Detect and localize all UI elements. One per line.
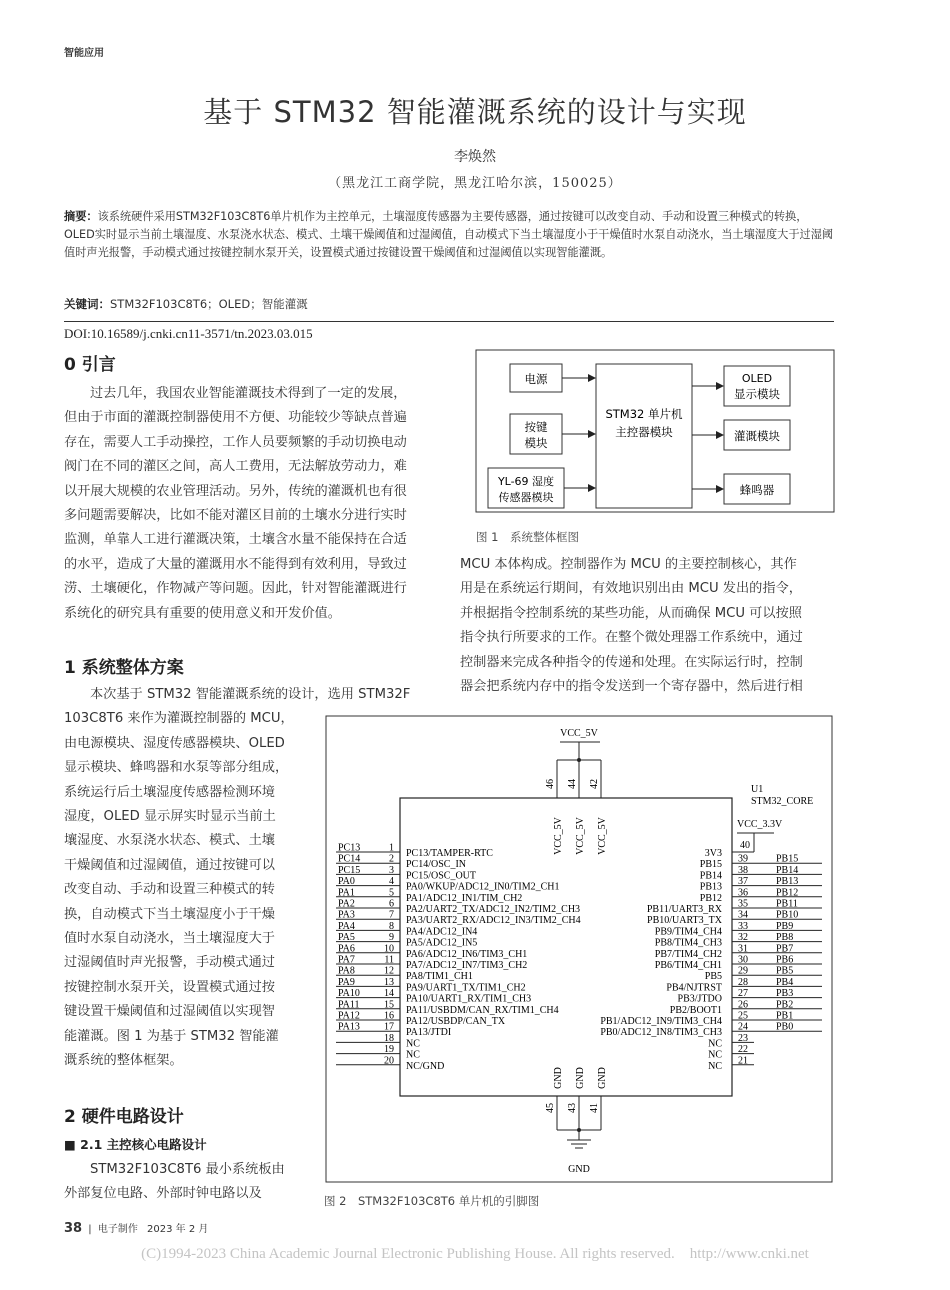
vcc-3v3-label: VCC_3.3V — [737, 819, 783, 830]
header-rule — [64, 321, 834, 322]
u1-label: U1 — [751, 784, 764, 795]
bottom-pin-name: GND — [553, 1067, 564, 1089]
rc-line: 用是在系统运行期间，有效地识别出由 MCU 发出的指令， — [460, 581, 802, 597]
right-pin-number: 25 — [738, 1010, 748, 1022]
section-1-heading: 1 系统整体方案 — [64, 658, 184, 678]
left-pin-number: 16 — [384, 1010, 394, 1022]
left-pin-net: PA0 — [338, 876, 355, 888]
keywords-text: STM32F103C8T6；OLED；智能灌溉 — [110, 297, 308, 311]
right-pin-net: PB8 — [776, 932, 794, 944]
right-pin-name: PB11/UART3_RX — [646, 904, 722, 915]
left-pin-name: PA8/TIM1_CH1 — [406, 971, 473, 983]
left-pin-name: PA3/UART2_RX/ADC12_IN3/TIM2_CH4 — [406, 915, 581, 927]
left-pin-name: PA4/ADC12_IN4 — [406, 926, 478, 938]
s1-line: 本次基于 STM32 智能灌溉系统的设计，选用 STM32F — [90, 687, 411, 702]
s0-line: 多问题需要解决，比如不能对灌区目前的土壤水分进行实时 — [64, 508, 407, 524]
left-pin-net: PA12 — [338, 1010, 360, 1022]
s1-line: 湿度，OLED 显示屏实时显示当前土 — [64, 809, 276, 825]
left-pin-number: 13 — [384, 976, 394, 988]
s1-line: 显示模块、蜂鸣器和水泵等部分组成， — [64, 760, 289, 776]
right-pin-name: PB2/BOOT1 — [669, 1004, 722, 1016]
left-pin-name: PA0/WKUP/ADC12_IN0/TIM2_CH1 — [406, 881, 560, 893]
page-number: 38 — [64, 1221, 83, 1236]
right-pin-net: PB13 — [776, 876, 799, 888]
left-pin-net: PC14 — [338, 853, 361, 865]
rc-line: 指令执行所要求的工作。在整个微处理器工作系统中，通过 — [460, 630, 803, 646]
s2-line: STM32F103C8T6 最小系统板由 — [90, 1162, 285, 1177]
gnd-label: GND — [568, 1164, 590, 1175]
left-pin-net: PA3 — [338, 909, 355, 921]
right-pin-name: PB9/TIM4_CH4 — [654, 926, 722, 938]
left-pin-net: PA6 — [338, 943, 355, 955]
s1-line: 系统运行后土壤湿度传感器检测环境 — [64, 784, 275, 800]
right-pin-number: 37 — [738, 876, 748, 888]
left-pin-net: PA10 — [338, 988, 360, 1000]
top-pin-number: 44 — [567, 779, 578, 789]
left-pin-net: PA11 — [338, 999, 360, 1011]
right-pin-number: 26 — [738, 999, 748, 1011]
s1-line: 换，自动模式下当土壤湿度小于干燥 — [64, 906, 275, 922]
left-pin-name: PA1/ADC12_IN1/TIM_CH2 — [406, 892, 523, 904]
oled-label-1: OLED — [741, 372, 773, 385]
sensor-label-1: YL-69 湿度 — [497, 475, 555, 488]
left-pin-name: PA11/USBDM/CAN_RX/TIM1_CH4 — [406, 1004, 559, 1016]
right-pin-name: PB7/TIM4_CH2 — [654, 948, 722, 960]
right-pin-net: PB5 — [776, 965, 794, 977]
figure-2-pinout — [324, 714, 836, 1186]
left-pin-name: NC/GND — [406, 1060, 445, 1072]
buzzer-label: 蜂鸣器 — [739, 483, 775, 497]
s1-line: 103C8T6 来作为灌溉控制器的 MCU， — [64, 711, 294, 727]
keywords-label: 关键词： — [64, 297, 110, 311]
vcc-5v-label: VCC_5V — [560, 728, 598, 739]
right-pin-net: PB12 — [776, 887, 799, 899]
left-pin-number: 20 — [384, 1055, 394, 1067]
left-pin-net: PA1 — [338, 887, 355, 899]
irrigation-label: 灌溉模块 — [734, 429, 780, 443]
right-pin-number: 30 — [738, 954, 748, 966]
left-pin-net: PA7 — [338, 954, 355, 966]
left-pin-number: 6 — [389, 898, 394, 910]
rc-line: 控制器来完成各种指令的传递和处理。在实际运行时，控制 — [460, 654, 803, 670]
right-pin-net: PB14 — [776, 864, 799, 876]
left-pin-name: PA7/ADC12_IN7/TIM3_CH2 — [406, 960, 528, 971]
s0-line: 但由于市面的灌溉控制器使用不方便、功能较少等缺点普遍 — [64, 410, 407, 426]
left-pin-net: PA9 — [338, 976, 355, 988]
s0-line: 阀门在不同的灌区之间，高人工费用，无法解放劳动力，难 — [64, 459, 407, 475]
s0-line: 监测，单靠人工进行灌溉决策，土壤含水量不能保持在合适 — [64, 532, 407, 548]
journal-name: 电子制作 — [97, 1224, 138, 1235]
bottom-pin-name: GND — [597, 1067, 608, 1089]
s0-line: 存在，需要人工手动操控，工作人员要频繁的手动切换电动 — [64, 434, 407, 450]
left-pin-net: PC13 — [338, 842, 361, 854]
top-pin-number: 46 — [545, 779, 556, 789]
mcu-label-2: 主控器模块 — [615, 425, 673, 439]
s1-line: 壤湿度、水泵浇水状态、模式、土壤 — [64, 833, 275, 849]
left-pin-name: PA9/UART1_TX/TIM1_CH2 — [406, 982, 526, 994]
top-pin-name: VCC_5V — [553, 817, 564, 855]
right-pin-name: PB8/TIM4_CH3 — [654, 937, 722, 949]
abstract — [64, 208, 834, 262]
abstract-label: 摘要： — [64, 210, 98, 223]
right-pin-net: PB1 — [776, 1010, 794, 1022]
left-pin-net: PA2 — [338, 898, 355, 910]
left-pin-number: 10 — [384, 943, 394, 955]
right-pin-name: NC — [708, 1038, 722, 1050]
s1-line: 溉系统的整体框架。 — [64, 1053, 183, 1069]
right-pin-number: 32 — [738, 932, 748, 944]
left-pin-number: 1 — [389, 842, 394, 854]
left-pin-number: 9 — [389, 932, 394, 944]
right-pin-net: PB6 — [776, 954, 794, 966]
right-pin-number: 36 — [738, 887, 748, 899]
abstract-text: 该系统硬件采用STM32F103C8T6单片机作为主控单元，土壤湿度传感器为主要传感器，通过按键可以改变自动、手动和设置三种模式的转换，OLED实时显示当前土壤湿度、水泵浇水状态、模式、土壤干燥阈值和过湿阈值，自动模式下当土壤湿度小于干燥值时水泵自动浇水，当土壤湿度大于过湿阈值时声光报警，手动模式通过按键控制水泵开关，设置模式通过按键设置干燥阈值和过湿阈值以实现智能灌溉。 — [64, 210, 834, 259]
s1-line: 改变自动、手动和设置三种模式的转 — [64, 882, 275, 898]
u1-part-name: STM32_CORE — [751, 796, 814, 807]
right-pin-number: 27 — [738, 988, 748, 1000]
left-pin-number: 17 — [384, 1021, 394, 1033]
pin-40-number: 40 — [740, 840, 750, 851]
right-pin-number: 34 — [738, 909, 748, 921]
s1-line: 能灌溉。图 1 为基于 STM32 智能灌 — [64, 1028, 279, 1044]
right-column-body — [460, 553, 835, 699]
left-pin-number: 2 — [389, 853, 394, 865]
left-pin-number: 5 — [389, 887, 394, 899]
right-pin-number: 29 — [738, 965, 748, 977]
keywords — [64, 296, 308, 312]
right-pin-name: PB12 — [699, 892, 722, 904]
s1-line: 按键控制水泵开关，设置模式通过按 — [64, 979, 275, 995]
right-pin-name: PB4/NJTRST — [666, 982, 722, 994]
page-footer: 38 | 电子制作 2023 年 2 月 — [64, 1221, 209, 1236]
power-label: 电源 — [524, 372, 548, 386]
section-0-body — [64, 382, 436, 626]
left-pin-name: PA10/UART1_RX/TIM1_CH3 — [406, 993, 532, 1005]
right-pin-name: PB14 — [699, 870, 722, 882]
rc-line: MCU 本体构成。控制器作为 MCU 的主要控制核心，其作 — [460, 557, 797, 572]
left-pin-name: PA6/ADC12_IN6/TIM3_CH1 — [406, 948, 528, 960]
left-pin-name: NC — [406, 1049, 420, 1061]
left-pin-net: PA13 — [338, 1021, 360, 1033]
right-pin-name: PB1/ADC12_IN9/TIM3_CH4 — [600, 1016, 722, 1027]
left-pin-net: PC15 — [338, 864, 361, 876]
s1-line: 过湿阈值时声光报警，手动模式通过 — [64, 955, 275, 971]
left-pin-number: 3 — [389, 864, 394, 876]
left-pin-name: PA5/ADC12_IN5 — [406, 937, 478, 949]
top-pin-name: VCC_5V — [575, 817, 586, 855]
left-pin-name: PC14/OSC_IN — [406, 859, 467, 871]
right-pin-name: PB5 — [704, 971, 722, 983]
right-pin-number: 39 — [738, 853, 748, 865]
copyright-watermark: (C)1994-2023 China Academic Journal Electronic Publishing House. All rights reserved. http://www.cnki.net — [141, 1246, 809, 1262]
right-pin-number: 38 — [738, 864, 748, 876]
subsection-2-1-heading: ■ 2.1 主控核心电路设计 — [64, 1137, 207, 1152]
top-pin-number: 42 — [589, 779, 600, 789]
section-2-body — [64, 1158, 304, 1207]
left-pin-name: PC15/OSC_OUT — [406, 870, 477, 882]
right-pin-number: 31 — [738, 943, 748, 955]
right-pin-name: NC — [708, 1049, 722, 1061]
right-pin-name: PB10/UART3_TX — [647, 915, 722, 927]
bottom-pin-number: 43 — [567, 1103, 578, 1113]
right-pin-net: PB15 — [776, 853, 799, 865]
right-pin-name: PB3/JTDO — [677, 993, 722, 1005]
s1-line: 值时水泵自动浇水，当土壤湿度大于 — [64, 931, 275, 947]
right-pin-name: PB6/TIM4_CH1 — [654, 960, 722, 971]
key-label-2: 模块 — [524, 436, 548, 450]
top-pin-name: VCC_5V — [597, 817, 608, 855]
left-pin-number: 8 — [389, 920, 394, 932]
right-pin-net: PB3 — [776, 988, 794, 1000]
right-pin-net: PB11 — [776, 898, 798, 910]
s0-line: 过去几年，我国农业智能灌溉技术得到了一定的发展， — [90, 386, 407, 401]
right-pin-name: NC — [708, 1060, 722, 1072]
oled-label-2: 显示模块 — [734, 387, 780, 401]
right-pin-name: PB13 — [699, 881, 722, 893]
s0-line: 涝、土壤硬化，作物减产等问题。因此，针对智能灌溉进行 — [64, 581, 407, 597]
left-pin-number: 11 — [384, 954, 394, 966]
figure-1-caption: 图 1 系统整体框图 — [476, 530, 579, 544]
left-pin-name: PA12/USBDP/CAN_TX — [406, 1016, 506, 1027]
left-pin-name: PA2/UART2_TX/ADC12_IN2/TIM2_CH3 — [406, 904, 581, 915]
right-pin-number: 28 — [738, 976, 748, 988]
section-0-heading: 0 引言 — [64, 355, 116, 375]
s2-line: 外部复位电路、外部时钟电路以及 — [64, 1186, 262, 1202]
right-pin-net: PB10 — [776, 909, 799, 921]
s0-line: 的水平，造成了大量的灌溉用水不能得到有效利用，导致过 — [64, 556, 407, 572]
right-pin-number: 21 — [738, 1055, 748, 1067]
mcu-label-1: STM32 单片机 — [605, 407, 683, 421]
bottom-pin-name: GND — [575, 1067, 586, 1089]
right-pin-number: 33 — [738, 920, 748, 932]
author: 李焕然 — [454, 149, 496, 165]
right-pin-net: PB0 — [776, 1021, 794, 1033]
right-pin-name: PB0/ADC12_IN8/TIM3_CH3 — [600, 1027, 722, 1039]
left-pin-name: NC — [406, 1038, 420, 1050]
left-pin-number: 12 — [384, 965, 394, 977]
left-pin-net: PA8 — [338, 965, 355, 977]
rc-line: 器会把系统内存中的指令发送到一个寄存器中，然后进行相 — [460, 679, 803, 695]
left-pin-number: 19 — [384, 1044, 394, 1056]
left-pin-number: 4 — [389, 876, 394, 888]
right-pin-net: PB9 — [776, 920, 794, 932]
left-pin-number: 7 — [389, 909, 394, 921]
right-pin-net: PB2 — [776, 999, 794, 1011]
right-pin-number: 23 — [738, 1032, 748, 1044]
doi: DOI:10.16589/j.cnki.cn11-3571/tn.2023.03.015 — [64, 326, 313, 341]
right-pin-name: 3V3 — [704, 848, 722, 859]
figure-2-caption: 图 2 STM32F103C8T6 单片机的引脚图 — [324, 1194, 540, 1208]
left-pin-number: 18 — [384, 1032, 394, 1044]
rc-line: 并根据指令控制系统的某些功能，从而确保 MCU 可以按照 — [460, 605, 802, 621]
section-2-heading: 2 硬件电路设计 — [64, 1107, 184, 1127]
figure-1-diagram — [470, 348, 840, 518]
right-pin-name: PB15 — [699, 859, 722, 871]
right-pin-number: 22 — [738, 1044, 748, 1056]
left-pin-name: PA13/JTDI — [406, 1027, 452, 1039]
left-pin-number: 14 — [384, 988, 394, 1000]
left-pin-number: 15 — [384, 999, 394, 1011]
right-pin-net: PB4 — [776, 976, 794, 988]
s0-line: 系统化的研究具有重要的使用意义和开发价值。 — [64, 605, 341, 621]
affiliation: （黑龙江工商学院，黑龙江哈尔滨，150025） — [328, 176, 622, 191]
bottom-pin-number: 45 — [545, 1103, 556, 1113]
sensor-label-2: 传感器模块 — [498, 491, 554, 504]
s1-line: 由电源模块、湿度传感器模块、OLED — [64, 735, 285, 751]
right-pin-number: 24 — [738, 1021, 748, 1033]
right-pin-number: 35 — [738, 898, 748, 910]
bottom-pin-number: 41 — [589, 1103, 600, 1113]
s0-line: 以开展大规模的农业管理活动。另外，传统的灌溉机也有很 — [64, 483, 407, 499]
section-tag: 智能应用 — [64, 48, 104, 59]
left-pin-name: PC13/TAMPER-RTC — [406, 848, 493, 859]
s1-line: 干燥阈值和过湿阈值，通过按键可以 — [64, 857, 275, 873]
left-pin-net: PA5 — [338, 932, 355, 944]
paper-title: 基于 STM32 智能灌溉系统的设计与实现 — [203, 95, 747, 129]
issue-date: 2023 年 2 月 — [147, 1224, 209, 1235]
left-pin-net: PA4 — [338, 920, 355, 932]
key-label-1: 按键 — [524, 420, 548, 434]
s1-line: 键设置干燥阈值和过湿阈值以实现智 — [64, 1004, 275, 1020]
right-pin-net: PB7 — [776, 943, 794, 955]
